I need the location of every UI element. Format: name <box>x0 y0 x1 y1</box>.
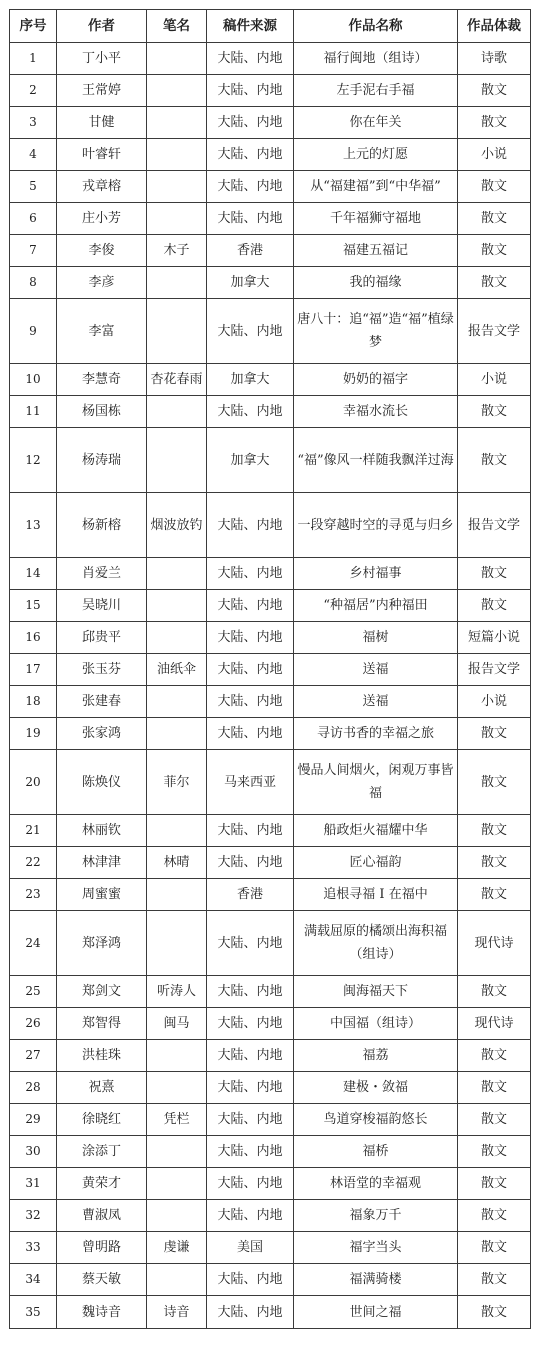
cell-index: 2 <box>10 75 57 107</box>
header-author: 作者 <box>57 10 147 43</box>
cell-pen-name <box>147 686 207 718</box>
cell-pen-name <box>147 139 207 171</box>
cell-index: 9 <box>10 299 57 364</box>
cell-pen-name: 虔谦 <box>147 1232 207 1264</box>
cell-work-title: 乡村福事 <box>294 558 458 590</box>
cell-pen-name <box>147 75 207 107</box>
cell-source: 香港 <box>207 879 294 911</box>
cell-genre: 小说 <box>458 364 531 396</box>
table-row <box>10 1104 531 1136</box>
cell-pen-name <box>147 622 207 654</box>
cell-index: 7 <box>10 235 57 267</box>
cell-source: 大陆、内地 <box>207 1040 294 1072</box>
cell-work-title: 从“福建福”到“中华福” <box>294 171 458 203</box>
cell-work-title: 闽海福天下 <box>294 976 458 1008</box>
cell-source: 香港 <box>207 235 294 267</box>
cell-index: 26 <box>10 1008 57 1040</box>
cell-pen-name: 听涛人 <box>147 976 207 1008</box>
cell-genre: 现代诗 <box>458 911 531 976</box>
cell-index: 1 <box>10 43 57 75</box>
table-row <box>10 750 531 815</box>
cell-work-title: 送福 <box>294 654 458 686</box>
cell-source: 大陆、内地 <box>207 43 294 75</box>
cell-index: 27 <box>10 1040 57 1072</box>
cell-genre: 散文 <box>458 235 531 267</box>
cell-pen-name <box>147 107 207 139</box>
table-row <box>10 43 531 75</box>
cell-source: 大陆、内地 <box>207 558 294 590</box>
cell-work-title: 上元的灯愿 <box>294 139 458 171</box>
cell-author: 李富 <box>57 299 147 364</box>
cell-genre: 散文 <box>458 267 531 299</box>
cell-work-title: 一段穿越时空的寻觅与归乡 <box>294 493 458 558</box>
table-row <box>10 1136 531 1168</box>
cell-index: 14 <box>10 558 57 590</box>
table-row <box>10 590 531 622</box>
cell-source: 大陆、内地 <box>207 654 294 686</box>
cell-pen-name: 菲尔 <box>147 750 207 815</box>
cell-genre: 散文 <box>458 976 531 1008</box>
cell-author: 祝熹 <box>57 1072 147 1104</box>
cell-author: 黄荣才 <box>57 1168 147 1200</box>
table-row <box>10 879 531 911</box>
cell-index: 35 <box>10 1296 57 1329</box>
cell-genre: 散文 <box>458 750 531 815</box>
cell-index: 19 <box>10 718 57 750</box>
cell-author: 曹淑凤 <box>57 1200 147 1232</box>
table-body <box>10 43 531 1329</box>
cell-genre: 小说 <box>458 139 531 171</box>
cell-genre: 散文 <box>458 107 531 139</box>
cell-author: 周蜜蜜 <box>57 879 147 911</box>
cell-work-title: 奶奶的福字 <box>294 364 458 396</box>
cell-genre: 散文 <box>458 396 531 428</box>
cell-work-title: 福行闽地（组诗） <box>294 43 458 75</box>
cell-genre: 散文 <box>458 1040 531 1072</box>
table-row <box>10 1296 531 1329</box>
table-row <box>10 364 531 396</box>
cell-index: 23 <box>10 879 57 911</box>
cell-index: 28 <box>10 1072 57 1104</box>
cell-source: 大陆、内地 <box>207 1136 294 1168</box>
table-row <box>10 976 531 1008</box>
cell-author: 丁小平 <box>57 43 147 75</box>
table-row <box>10 428 531 493</box>
cell-author: 张玉芬 <box>57 654 147 686</box>
cell-author: 戎章榕 <box>57 171 147 203</box>
cell-author: 林丽钦 <box>57 815 147 847</box>
cell-work-title: 福象万千 <box>294 1200 458 1232</box>
cell-genre: 报告文学 <box>458 299 531 364</box>
cell-pen-name: 木子 <box>147 235 207 267</box>
cell-index: 16 <box>10 622 57 654</box>
cell-work-title: 船政炬火福耀中华 <box>294 815 458 847</box>
cell-work-title: 千年福狮守福地 <box>294 203 458 235</box>
cell-genre: 散文 <box>458 590 531 622</box>
submission-list-document <box>9 9 530 1341</box>
cell-index: 6 <box>10 203 57 235</box>
cell-work-title: 满载屈原的橘颂出海积福（组诗） <box>294 911 458 976</box>
cell-source: 大陆、内地 <box>207 1168 294 1200</box>
table-row <box>10 558 531 590</box>
cell-source: 大陆、内地 <box>207 299 294 364</box>
cell-author: 蔡天敏 <box>57 1264 147 1296</box>
cell-index: 25 <box>10 976 57 1008</box>
cell-author: 吴晓川 <box>57 590 147 622</box>
cell-pen-name: 凭栏 <box>147 1104 207 1136</box>
cell-source: 大陆、内地 <box>207 75 294 107</box>
cell-index: 24 <box>10 911 57 976</box>
cell-genre: 散文 <box>458 847 531 879</box>
table-row <box>10 107 531 139</box>
cell-work-title: 福桥 <box>294 1136 458 1168</box>
cell-source: 大陆、内地 <box>207 1200 294 1232</box>
cell-index: 8 <box>10 267 57 299</box>
cell-source: 大陆、内地 <box>207 815 294 847</box>
cell-work-title: 鸟道穿梭福韵悠长 <box>294 1104 458 1136</box>
cell-genre: 散文 <box>458 1072 531 1104</box>
cell-genre: 散文 <box>458 428 531 493</box>
cell-index: 32 <box>10 1200 57 1232</box>
cell-source: 马来西亚 <box>207 750 294 815</box>
cell-pen-name <box>147 1168 207 1200</box>
cell-pen-name <box>147 879 207 911</box>
cell-index: 4 <box>10 139 57 171</box>
header-source: 稿件来源 <box>207 10 294 43</box>
cell-source: 大陆、内地 <box>207 1104 294 1136</box>
cell-work-title: 中国福（组诗） <box>294 1008 458 1040</box>
cell-genre: 散文 <box>458 1296 531 1329</box>
cell-source: 大陆、内地 <box>207 1264 294 1296</box>
cell-pen-name <box>147 203 207 235</box>
cell-index: 5 <box>10 171 57 203</box>
header-pen-name: 笔名 <box>147 10 207 43</box>
submission-table <box>9 9 531 1329</box>
cell-work-title: 寻访书香的幸福之旅 <box>294 718 458 750</box>
cell-pen-name <box>147 396 207 428</box>
cell-author: 邱贵平 <box>57 622 147 654</box>
table-row <box>10 203 531 235</box>
cell-source: 加拿大 <box>207 267 294 299</box>
cell-genre: 现代诗 <box>458 1008 531 1040</box>
cell-genre: 散文 <box>458 75 531 107</box>
cell-index: 31 <box>10 1168 57 1200</box>
cell-work-title: 福建五福记 <box>294 235 458 267</box>
cell-index: 11 <box>10 396 57 428</box>
table-row <box>10 1040 531 1072</box>
cell-genre: 散文 <box>458 171 531 203</box>
table-row <box>10 75 531 107</box>
cell-work-title: 世间之福 <box>294 1296 458 1329</box>
header-index: 序号 <box>10 10 57 43</box>
cell-pen-name: 林晴 <box>147 847 207 879</box>
cell-genre: 小说 <box>458 686 531 718</box>
table-row <box>10 718 531 750</box>
cell-genre: 散文 <box>458 1136 531 1168</box>
cell-index: 34 <box>10 1264 57 1296</box>
cell-author: 叶睿轩 <box>57 139 147 171</box>
cell-source: 大陆、内地 <box>207 107 294 139</box>
table-row <box>10 654 531 686</box>
cell-work-title: 福树 <box>294 622 458 654</box>
table-row <box>10 1008 531 1040</box>
cell-genre: 散文 <box>458 815 531 847</box>
cell-author: 徐晓红 <box>57 1104 147 1136</box>
table-row <box>10 396 531 428</box>
cell-pen-name <box>147 428 207 493</box>
table-row <box>10 1168 531 1200</box>
cell-author: 魏诗音 <box>57 1296 147 1329</box>
cell-author: 李慧奇 <box>57 364 147 396</box>
cell-pen-name: 诗音 <box>147 1296 207 1329</box>
cell-source: 大陆、内地 <box>207 1296 294 1329</box>
cell-genre: 散文 <box>458 1264 531 1296</box>
cell-genre: 报告文学 <box>458 654 531 686</box>
cell-genre: 散文 <box>458 558 531 590</box>
cell-source: 大陆、内地 <box>207 718 294 750</box>
cell-genre: 散文 <box>458 1168 531 1200</box>
cell-pen-name: 闽马 <box>147 1008 207 1040</box>
table-row <box>10 299 531 364</box>
cell-genre: 散文 <box>458 879 531 911</box>
table-row <box>10 139 531 171</box>
cell-author: 李彦 <box>57 267 147 299</box>
header-genre: 作品体裁 <box>458 10 531 43</box>
cell-source: 大陆、内地 <box>207 686 294 718</box>
cell-author: 郑智得 <box>57 1008 147 1040</box>
cell-index: 20 <box>10 750 57 815</box>
cell-source: 加拿大 <box>207 364 294 396</box>
cell-index: 30 <box>10 1136 57 1168</box>
table-row <box>10 171 531 203</box>
table-row <box>10 911 531 976</box>
cell-pen-name: 杏花春雨 <box>147 364 207 396</box>
cell-index: 3 <box>10 107 57 139</box>
cell-index: 12 <box>10 428 57 493</box>
cell-pen-name <box>147 1136 207 1168</box>
cell-author: 杨涛瑞 <box>57 428 147 493</box>
cell-index: 22 <box>10 847 57 879</box>
cell-author: 甘健 <box>57 107 147 139</box>
cell-author: 洪桂珠 <box>57 1040 147 1072</box>
cell-author: 庄小芳 <box>57 203 147 235</box>
cell-work-title: 慢品人间烟火，闲观万事皆福 <box>294 750 458 815</box>
cell-author: 王常婷 <box>57 75 147 107</box>
cell-index: 33 <box>10 1232 57 1264</box>
cell-pen-name <box>147 299 207 364</box>
cell-source: 大陆、内地 <box>207 1008 294 1040</box>
cell-pen-name: 油纸伞 <box>147 654 207 686</box>
cell-pen-name <box>147 718 207 750</box>
cell-source: 大陆、内地 <box>207 847 294 879</box>
cell-source: 大陆、内地 <box>207 396 294 428</box>
cell-author: 曾明路 <box>57 1232 147 1264</box>
cell-genre: 诗歌 <box>458 43 531 75</box>
cell-genre: 散文 <box>458 1104 531 1136</box>
cell-pen-name <box>147 267 207 299</box>
cell-pen-name <box>147 1200 207 1232</box>
cell-author: 郑泽鸿 <box>57 911 147 976</box>
cell-work-title: 福满骑楼 <box>294 1264 458 1296</box>
cell-work-title: 左手泥右手福 <box>294 75 458 107</box>
cell-pen-name <box>147 558 207 590</box>
table-row <box>10 622 531 654</box>
cell-index: 13 <box>10 493 57 558</box>
cell-work-title: 唐八十：追“福”造“福”植绿梦 <box>294 299 458 364</box>
cell-genre: 短篇小说 <box>458 622 531 654</box>
cell-source: 大陆、内地 <box>207 1072 294 1104</box>
table-row <box>10 1232 531 1264</box>
cell-author: 张家鸿 <box>57 718 147 750</box>
cell-pen-name <box>147 815 207 847</box>
cell-work-title: “种福居”内种福田 <box>294 590 458 622</box>
cell-work-title: 幸福水流长 <box>294 396 458 428</box>
cell-work-title: “福”像风一样随我飘洋过海 <box>294 428 458 493</box>
cell-index: 18 <box>10 686 57 718</box>
cell-work-title: 福荔 <box>294 1040 458 1072</box>
cell-index: 17 <box>10 654 57 686</box>
table-row <box>10 1072 531 1104</box>
cell-source: 加拿大 <box>207 428 294 493</box>
cell-source: 大陆、内地 <box>207 203 294 235</box>
cell-index: 29 <box>10 1104 57 1136</box>
cell-work-title: 我的福缘 <box>294 267 458 299</box>
cell-work-title: 林语堂的幸福观 <box>294 1168 458 1200</box>
cell-source: 大陆、内地 <box>207 493 294 558</box>
cell-author: 张建春 <box>57 686 147 718</box>
table-row <box>10 847 531 879</box>
cell-pen-name <box>147 911 207 976</box>
cell-author: 李俊 <box>57 235 147 267</box>
table-row <box>10 235 531 267</box>
cell-genre: 散文 <box>458 203 531 235</box>
cell-work-title: 送福 <box>294 686 458 718</box>
table-row <box>10 493 531 558</box>
table-row <box>10 686 531 718</box>
cell-pen-name <box>147 1072 207 1104</box>
cell-source: 大陆、内地 <box>207 911 294 976</box>
cell-work-title: 你在年关 <box>294 107 458 139</box>
cell-author: 肖爱兰 <box>57 558 147 590</box>
cell-work-title: 匠心福韵 <box>294 847 458 879</box>
table-row <box>10 267 531 299</box>
cell-genre: 散文 <box>458 1232 531 1264</box>
table-row <box>10 1264 531 1296</box>
cell-author: 杨国栋 <box>57 396 147 428</box>
cell-pen-name <box>147 1040 207 1072</box>
cell-source: 大陆、内地 <box>207 139 294 171</box>
cell-pen-name <box>147 590 207 622</box>
cell-author: 郑剑文 <box>57 976 147 1008</box>
table-row <box>10 1200 531 1232</box>
cell-index: 10 <box>10 364 57 396</box>
table-row <box>10 815 531 847</box>
cell-source: 大陆、内地 <box>207 622 294 654</box>
cell-pen-name: 烟波放钓 <box>147 493 207 558</box>
cell-index: 21 <box>10 815 57 847</box>
cell-pen-name <box>147 1264 207 1296</box>
cell-source: 大陆、内地 <box>207 590 294 622</box>
table-header-row <box>10 10 531 43</box>
cell-genre: 报告文学 <box>458 493 531 558</box>
cell-pen-name <box>147 171 207 203</box>
cell-pen-name <box>147 43 207 75</box>
cell-author: 林津津 <box>57 847 147 879</box>
cell-source: 美国 <box>207 1232 294 1264</box>
cell-work-title: 建极・敛福 <box>294 1072 458 1104</box>
cell-genre: 散文 <box>458 1200 531 1232</box>
cell-author: 涂添丁 <box>57 1136 147 1168</box>
cell-work-title: 追根寻福 I 在福中 <box>294 879 458 911</box>
cell-author: 陈焕仪 <box>57 750 147 815</box>
cell-index: 15 <box>10 590 57 622</box>
cell-author: 杨新榕 <box>57 493 147 558</box>
cell-genre: 散文 <box>458 718 531 750</box>
header-work-title: 作品名称 <box>294 10 458 43</box>
cell-work-title: 福字当头 <box>294 1232 458 1264</box>
cell-source: 大陆、内地 <box>207 976 294 1008</box>
cell-source: 大陆、内地 <box>207 171 294 203</box>
